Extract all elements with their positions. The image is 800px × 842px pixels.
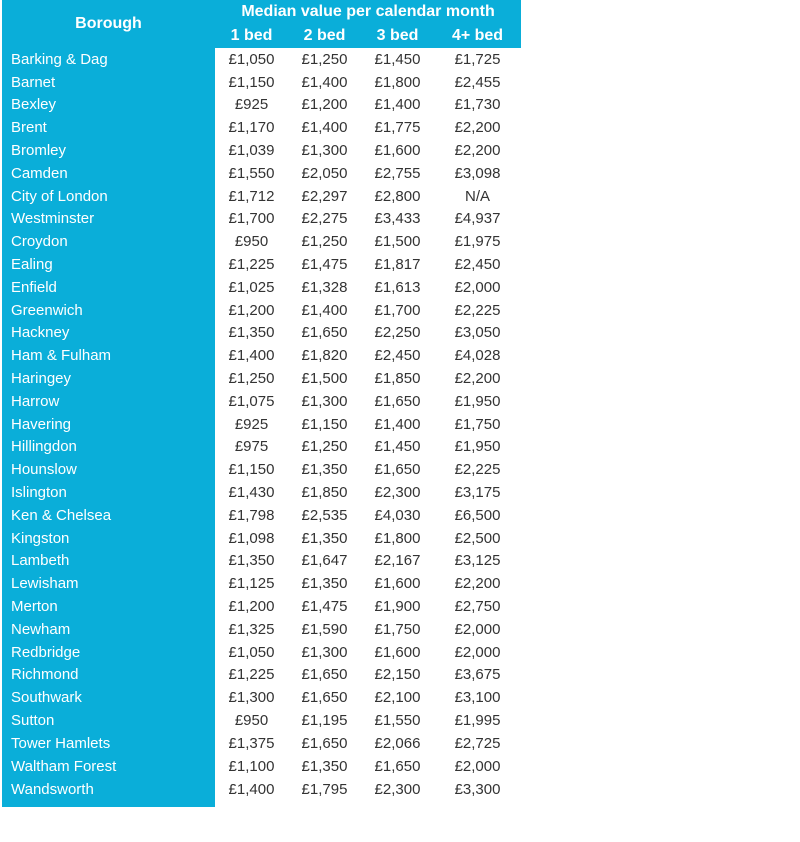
rent-value: £950 bbox=[234, 712, 269, 729]
rent-value: £1,150 bbox=[301, 415, 348, 433]
table-row bbox=[2, 413, 521, 436]
table-row bbox=[2, 732, 521, 755]
rent-value: £975 bbox=[234, 438, 269, 456]
rent-value: £2,225 bbox=[454, 461, 501, 479]
rent-value: £2,200 bbox=[454, 142, 501, 160]
borough-name: Ealing bbox=[2, 253, 215, 276]
borough-name: Camden bbox=[2, 162, 215, 185]
table-row bbox=[2, 230, 521, 253]
rent-value: £1,817 bbox=[374, 256, 421, 274]
rent-value: £1,650 bbox=[374, 461, 421, 479]
rent-value: £1,995 bbox=[454, 712, 501, 729]
rent-value: £2,200 bbox=[454, 119, 501, 137]
rent-value: £1,350 bbox=[301, 461, 348, 479]
borough-name: Hounslow bbox=[2, 458, 215, 481]
borough-name: Southwark bbox=[2, 686, 215, 709]
table-row bbox=[2, 71, 521, 94]
table-row bbox=[2, 572, 521, 595]
rent-value: £1,150 bbox=[228, 461, 275, 479]
rent-value: £1,800 bbox=[374, 529, 421, 547]
table-row bbox=[2, 344, 521, 367]
rent-value: £1,300 bbox=[301, 392, 348, 410]
borough-name: Ken & Chelsea bbox=[2, 504, 215, 527]
rent-value: £1,350 bbox=[301, 529, 348, 547]
table-row bbox=[2, 709, 521, 732]
rent-value: £1,195 bbox=[301, 712, 348, 729]
rent-value: £1,098 bbox=[228, 529, 275, 547]
rent-value: £2,535 bbox=[301, 506, 348, 524]
borough-name: Lambeth bbox=[2, 550, 215, 573]
borough-name: Merton bbox=[2, 595, 215, 618]
rent-value: £1,300 bbox=[301, 643, 348, 661]
table-row bbox=[2, 481, 521, 504]
rent-value: £1,050 bbox=[228, 50, 275, 68]
rent-value: £1,200 bbox=[228, 301, 275, 319]
borough-name: Bromley bbox=[2, 139, 215, 162]
rent-value: £3,433 bbox=[374, 210, 421, 228]
rent-value: £2,297 bbox=[301, 187, 348, 205]
rent-value: £1,250 bbox=[301, 438, 348, 456]
rent-value: £3,125 bbox=[454, 552, 501, 570]
table-body bbox=[2, 48, 521, 807]
rent-value: £1,600 bbox=[374, 643, 421, 661]
rent-value: £2,100 bbox=[374, 689, 421, 707]
rent-value: £1,650 bbox=[374, 392, 421, 410]
rent-value: £1,600 bbox=[374, 142, 421, 160]
column-header-2-bed: 2 bed bbox=[288, 23, 361, 48]
table-row bbox=[2, 527, 521, 550]
rent-value: £2,050 bbox=[301, 164, 348, 182]
rent-value: £1,250 bbox=[301, 233, 348, 251]
borough-name: Haringey bbox=[2, 367, 215, 390]
rent-value: £2,225 bbox=[454, 301, 501, 319]
rent-value: £1,350 bbox=[228, 324, 275, 342]
rent-value: £1,750 bbox=[374, 620, 421, 638]
rent-value: £1,775 bbox=[374, 119, 421, 137]
borough-name: Harrow bbox=[2, 390, 215, 413]
rent-value: £1,647 bbox=[301, 552, 348, 570]
rent-value: £1,730 bbox=[454, 96, 501, 114]
rent-value: £1,400 bbox=[301, 301, 348, 319]
table-row bbox=[2, 641, 521, 664]
borough-name: Redbridge bbox=[2, 641, 215, 664]
rent-value: £1,050 bbox=[228, 643, 275, 661]
table-row bbox=[2, 322, 521, 345]
table-header bbox=[2, 0, 521, 48]
rent-value: £1,700 bbox=[374, 301, 421, 319]
rent-value: £1,400 bbox=[374, 415, 421, 433]
borough-name: Tower Hamlets bbox=[2, 732, 215, 755]
table-row bbox=[2, 253, 521, 276]
rent-value: £2,150 bbox=[374, 666, 421, 684]
borough-name: Barking & Dag bbox=[2, 48, 215, 71]
borough-name: Newham bbox=[2, 618, 215, 641]
rent-value: £2,000 bbox=[454, 757, 501, 775]
rent-value: £2,000 bbox=[454, 643, 501, 661]
rent-value: £1,400 bbox=[301, 73, 348, 91]
rent-value: £1,795 bbox=[301, 780, 348, 798]
borough-name: Ham & Fulham bbox=[2, 344, 215, 367]
rent-value: £2,000 bbox=[454, 620, 501, 638]
table-row bbox=[2, 185, 521, 208]
rent-value: £1,430 bbox=[228, 484, 275, 502]
rent-value: £3,675 bbox=[454, 666, 501, 684]
table-row bbox=[2, 664, 521, 687]
table-row bbox=[2, 755, 521, 778]
rent-value: £1,475 bbox=[301, 598, 348, 616]
rent-value: £1,075 bbox=[228, 392, 275, 410]
rent-value: £1,712 bbox=[228, 187, 275, 205]
rent-value: £1,590 bbox=[301, 620, 348, 638]
rent-value: £2,000 bbox=[454, 278, 501, 296]
table-row bbox=[2, 139, 521, 162]
rent-value: £3,300 bbox=[454, 780, 501, 798]
rent-value: £1,125 bbox=[228, 575, 275, 593]
table-row bbox=[2, 367, 521, 390]
rent-value: £1,450 bbox=[374, 50, 421, 68]
rent-value: £1,798 bbox=[228, 506, 275, 524]
rent-value: £1,170 bbox=[228, 119, 275, 137]
rent-value: £2,500 bbox=[454, 529, 501, 547]
borough-name: Lewisham bbox=[2, 572, 215, 595]
table-row bbox=[2, 778, 521, 807]
rent-value: £1,900 bbox=[374, 598, 421, 616]
rent-value: £1,600 bbox=[374, 575, 421, 593]
rent-value: £1,300 bbox=[228, 689, 275, 707]
table-row bbox=[2, 208, 521, 231]
rent-value: £1,400 bbox=[374, 96, 421, 114]
rent-value: £2,200 bbox=[454, 575, 501, 593]
rent-value: £2,167 bbox=[374, 552, 421, 570]
rent-value: £2,450 bbox=[454, 256, 501, 274]
rent-value: £950 bbox=[234, 233, 269, 251]
rent-value: £4,937 bbox=[454, 210, 501, 228]
rent-value: £925 bbox=[234, 415, 269, 433]
rent-value: £1,350 bbox=[301, 757, 348, 775]
borough-name: Westminster bbox=[2, 208, 215, 231]
rent-value: £1,200 bbox=[301, 96, 348, 114]
rent-value: £1,613 bbox=[374, 278, 421, 296]
rent-value: £1,325 bbox=[228, 620, 275, 638]
borough-name: Brent bbox=[2, 116, 215, 139]
median-header: Median value per calendar month bbox=[215, 0, 521, 23]
borough-name: City of London bbox=[2, 185, 215, 208]
rent-value: £2,300 bbox=[374, 484, 421, 502]
rent-value: £3,050 bbox=[454, 324, 501, 342]
rent-value: £1,550 bbox=[228, 164, 275, 182]
rent-value: £1,200 bbox=[228, 598, 275, 616]
borough-name: Wandsworth bbox=[2, 778, 215, 807]
rent-value: £2,275 bbox=[301, 210, 348, 228]
rent-value: £2,455 bbox=[454, 73, 501, 91]
rent-value: £2,300 bbox=[374, 780, 421, 798]
rent-value: £1,100 bbox=[228, 757, 275, 775]
rent-value: £2,200 bbox=[454, 370, 501, 388]
rent-value: N/A bbox=[465, 187, 491, 205]
rent-value: £1,400 bbox=[228, 780, 275, 798]
column-header-1-bed: 1 bed bbox=[215, 23, 288, 48]
rent-value: £1,650 bbox=[301, 734, 348, 752]
table-row bbox=[2, 595, 521, 618]
rent-value: £2,066 bbox=[374, 734, 421, 752]
borough-name: Hackney bbox=[2, 322, 215, 345]
borough-name: Kingston bbox=[2, 527, 215, 550]
rent-value: £1,350 bbox=[301, 575, 348, 593]
rent-value: £1,250 bbox=[228, 370, 275, 388]
table-row bbox=[2, 94, 521, 117]
rent-value: £1,750 bbox=[454, 415, 501, 433]
rent-value: £4,030 bbox=[374, 506, 421, 524]
borough-name: Greenwich bbox=[2, 299, 215, 322]
rent-value: £1,450 bbox=[374, 438, 421, 456]
rent-value: £1,550 bbox=[374, 712, 421, 729]
table-row bbox=[2, 162, 521, 185]
rent-value: £1,650 bbox=[301, 689, 348, 707]
rent-value: £2,755 bbox=[374, 164, 421, 182]
rent-value: £1,650 bbox=[301, 324, 348, 342]
table-row bbox=[2, 390, 521, 413]
table-row bbox=[2, 116, 521, 139]
rent-value: £1,250 bbox=[301, 50, 348, 68]
rent-value: £1,725 bbox=[454, 50, 501, 68]
rent-value: £1,820 bbox=[301, 347, 348, 365]
rent-value: £1,475 bbox=[301, 256, 348, 274]
rent-value: £1,400 bbox=[228, 347, 275, 365]
rent-value: £1,039 bbox=[228, 142, 275, 160]
rent-value: £1,650 bbox=[301, 666, 348, 684]
rent-value: £1,375 bbox=[228, 734, 275, 752]
borough-name: Croydon bbox=[2, 230, 215, 253]
rent-value: £1,500 bbox=[301, 370, 348, 388]
table-row bbox=[2, 504, 521, 527]
table-row bbox=[2, 436, 521, 459]
rent-value: £1,850 bbox=[301, 484, 348, 502]
borough-name: Barnet bbox=[2, 71, 215, 94]
rent-value: £3,100 bbox=[454, 689, 501, 707]
table-row bbox=[2, 550, 521, 573]
borough-name: Enfield bbox=[2, 276, 215, 299]
borough-name: Havering bbox=[2, 413, 215, 436]
rent-value: £1,025 bbox=[228, 278, 275, 296]
table-row bbox=[2, 458, 521, 481]
rent-value: £1,300 bbox=[301, 142, 348, 160]
rent-value: £1,850 bbox=[374, 370, 421, 388]
borough-name: Sutton bbox=[2, 709, 215, 732]
rent-value: £6,500 bbox=[454, 506, 501, 524]
rent-value: £1,700 bbox=[228, 210, 275, 228]
rent-value: £1,150 bbox=[228, 73, 275, 91]
rent-value: £1,225 bbox=[228, 256, 275, 274]
rent-value: £1,400 bbox=[301, 119, 348, 137]
rent-value: £1,650 bbox=[374, 757, 421, 775]
rent-value: £925 bbox=[234, 96, 269, 114]
rent-value: £1,500 bbox=[374, 233, 421, 251]
rent-value: £2,750 bbox=[454, 598, 501, 616]
table-row bbox=[2, 618, 521, 641]
rent-value: £1,975 bbox=[454, 233, 501, 251]
rent-value: £1,328 bbox=[301, 278, 348, 296]
rent-value: £3,098 bbox=[454, 164, 501, 182]
table-row bbox=[2, 48, 521, 71]
table-row bbox=[2, 686, 521, 709]
borough-name: Islington bbox=[2, 481, 215, 504]
column-header-4-bed: 4+ bed bbox=[434, 23, 521, 48]
table-row bbox=[2, 276, 521, 299]
rent-value: £4,028 bbox=[454, 347, 501, 365]
rent-value: £1,950 bbox=[454, 392, 501, 410]
rent-value: £1,800 bbox=[374, 73, 421, 91]
rent-value: £2,725 bbox=[454, 734, 501, 752]
rent-value: £1,350 bbox=[228, 552, 275, 570]
rent-value: £2,800 bbox=[374, 187, 421, 205]
borough-name: Richmond bbox=[2, 664, 215, 687]
rent-value: £2,250 bbox=[374, 324, 421, 342]
borough-name: Waltham Forest bbox=[2, 755, 215, 778]
rent-value: £2,450 bbox=[374, 347, 421, 365]
borough-header: Borough bbox=[2, 0, 215, 48]
rent-table bbox=[2, 0, 521, 807]
rent-value: £1,225 bbox=[228, 666, 275, 684]
borough-name: Bexley bbox=[2, 94, 215, 117]
borough-name: Hillingdon bbox=[2, 436, 215, 459]
rent-value: £1,950 bbox=[454, 438, 501, 456]
column-header-3-bed: 3 bed bbox=[361, 23, 434, 48]
rent-value: £3,175 bbox=[454, 484, 501, 502]
table-row bbox=[2, 299, 521, 322]
